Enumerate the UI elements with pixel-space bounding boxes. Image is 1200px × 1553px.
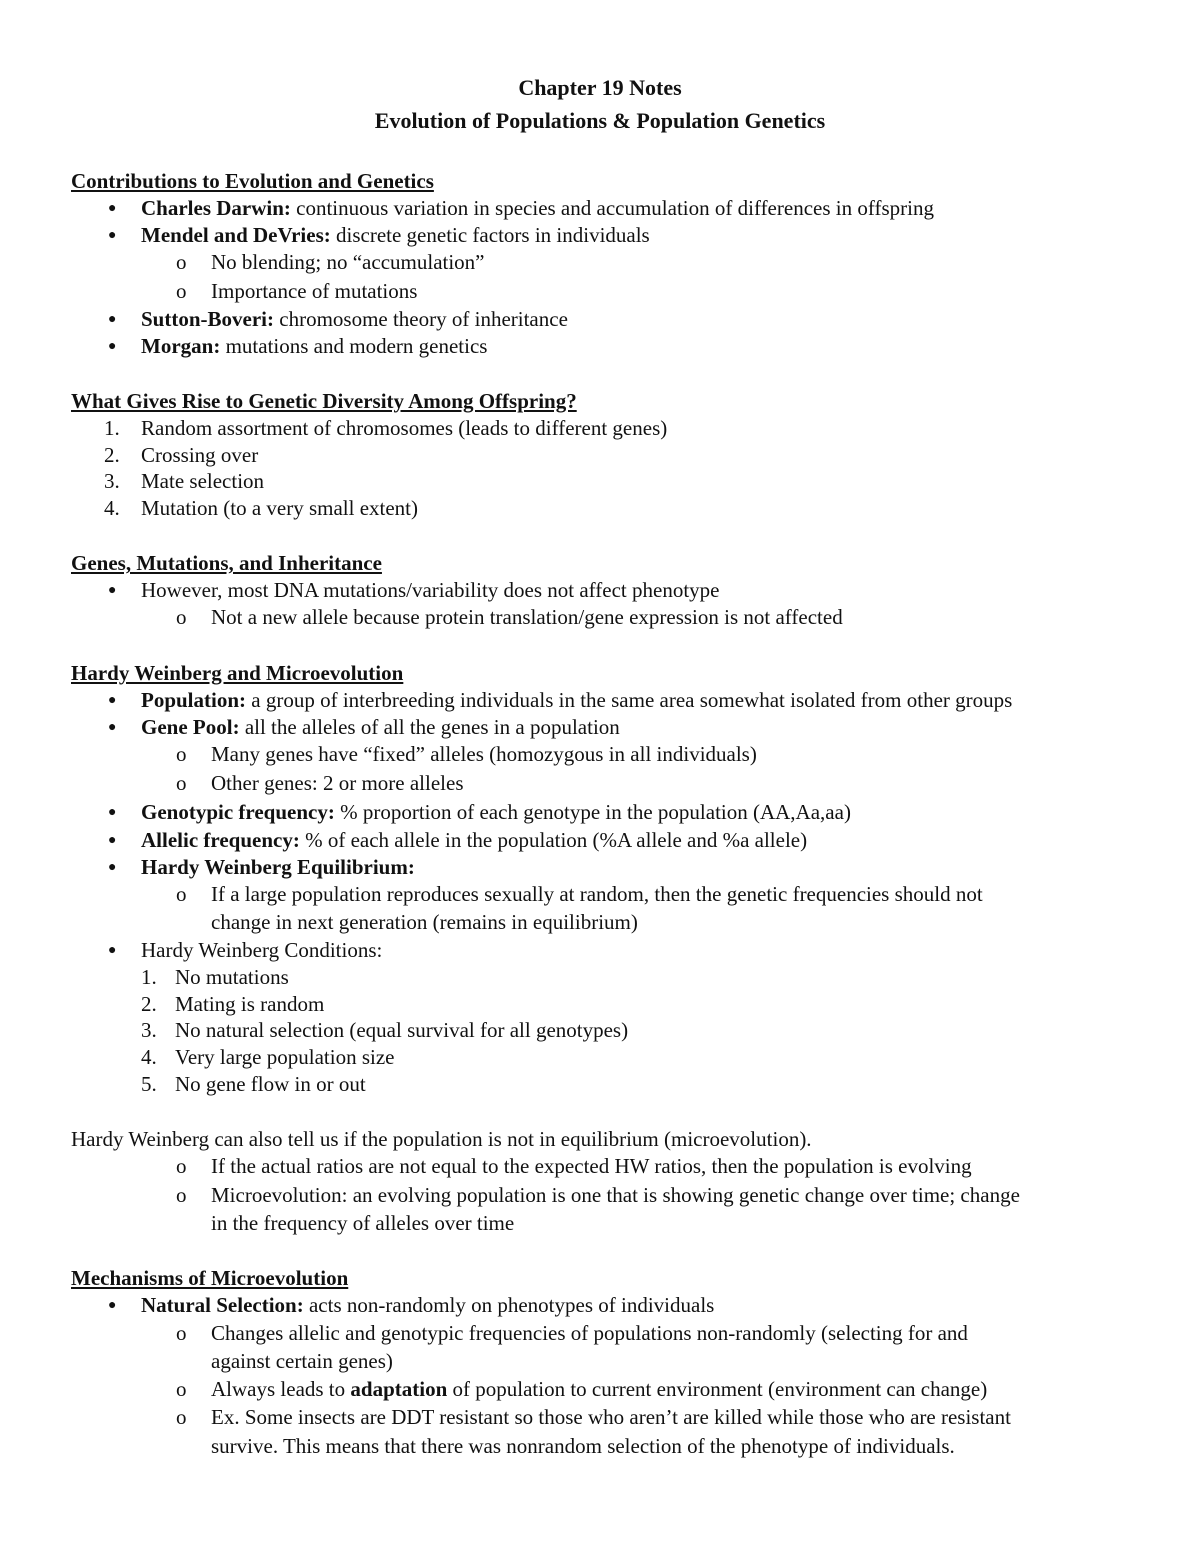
- list-item: [104, 496, 419, 520]
- text-genotypic: % proportion of each genotype in the population (AA,Aa,aa): [334, 800, 851, 824]
- list-number: 5.: [141, 1072, 157, 1096]
- sub-text-continued: survive. This means that there was nonrandom selection of the phenotype of individuals.: [211, 1434, 955, 1458]
- text-natural-selection: acts non-randomly on phenotypes of individuals: [303, 1293, 715, 1317]
- bullet-genotypic: [108, 800, 851, 824]
- text-allelic: % of each allele in the population (%A allele and %a allele): [299, 828, 808, 852]
- bullet-marker: ●: [108, 805, 117, 820]
- condition-item: [141, 1072, 366, 1096]
- list-number: 3.: [141, 1018, 157, 1042]
- bullet-population: [108, 688, 1013, 712]
- condition-item: [141, 965, 289, 989]
- term-natural-selection: Natural Selection:: [141, 1293, 304, 1317]
- term-genotypic: Genotypic frequency:: [141, 800, 335, 824]
- text-morgan: mutations and modern genetics: [220, 334, 488, 358]
- term-darwin: Charles Darwin:: [141, 196, 291, 220]
- sub-bullet-marker: o: [176, 771, 187, 795]
- sub-text-post: of population to current environment (environment can change): [447, 1377, 988, 1401]
- term-allelic: Allelic frequency:: [141, 828, 300, 852]
- title-subject: Evolution of Populations & Population Genetics: [374, 108, 826, 133]
- sub-bullet-marker: o: [176, 605, 187, 629]
- bullet-text: However, most DNA mutations/variability does not affect phenotype: [141, 578, 720, 602]
- text-darwin: continuous variation in species and accumulation of differences in offspring: [290, 196, 934, 220]
- bullet-marker: ●: [108, 860, 117, 875]
- text-population: a group of interbreeding individuals in the same area somewhat isolated from other groups: [246, 688, 1013, 712]
- list-number: 4.: [141, 1045, 157, 1069]
- bullet-marker: ●: [108, 1298, 117, 1313]
- bullet-gene-pool: [108, 715, 620, 739]
- term-sutton: Sutton-Boveri:: [141, 307, 274, 331]
- bullet-equilibrium: [108, 855, 415, 879]
- sub-text-continued: change in next generation (remains in equilibrium): [211, 910, 638, 934]
- sub-bullet-other: [176, 771, 464, 795]
- list-text: No mutations: [175, 965, 289, 989]
- bullet-natural-selection: [108, 1293, 715, 1317]
- bullet-mendel: [108, 223, 650, 247]
- sub-bullet-marker: o: [176, 250, 187, 274]
- text-gene-pool: all the alleles of all the genes in a population: [239, 715, 620, 739]
- bullet-marker: ●: [108, 583, 117, 598]
- list-text: Very large population size: [175, 1045, 395, 1069]
- heading-genes: Genes, Mutations, and Inheritance: [71, 551, 382, 575]
- list-number: 3.: [104, 469, 120, 493]
- sub-text: If the actual ratios are not equal to the expected HW ratios, then the population is evolving: [211, 1154, 972, 1178]
- term-morgan: Morgan:: [141, 334, 221, 358]
- bullet-phenotype: [108, 578, 720, 602]
- sub-bullet-equilibrium: [176, 882, 983, 906]
- list-text: No gene flow in or out: [175, 1072, 366, 1096]
- heading-hardy-weinberg: Hardy Weinberg and Microevolution: [71, 661, 404, 685]
- sub-bullet-marker: o: [176, 1183, 187, 1207]
- sub-text: Ex. Some insects are DDT resistant so those who aren’t are killed while those who are resistant: [211, 1405, 1011, 1429]
- bullet-marker: ●: [108, 833, 117, 848]
- term-equilibrium: Hardy Weinberg Equilibrium:: [141, 855, 415, 879]
- list-number: 2.: [141, 992, 157, 1016]
- sub-bullet-marker: o: [176, 1154, 187, 1178]
- sub-bullet-allele: [176, 605, 843, 629]
- bullet-marker: ●: [108, 720, 117, 735]
- sub-bullet-adaptation: [176, 1377, 988, 1401]
- list-text: Mutation (to a very small extent): [141, 496, 419, 520]
- sub-text: Microevolution: an evolving population is one that is showing genetic change over time; change: [211, 1183, 1020, 1207]
- sub-bullet-marker: o: [176, 1377, 187, 1401]
- term-population: Population:: [141, 688, 247, 712]
- heading-mechanisms: Mechanisms of Microevolution: [71, 1266, 349, 1290]
- sub-bullet-marker: o: [176, 1405, 187, 1429]
- sub-bullet-definition: [176, 1183, 1020, 1207]
- text-mendel: discrete genetic factors in individuals: [330, 223, 650, 247]
- bullet-marker: ●: [108, 339, 117, 354]
- list-text: Mate selection: [141, 469, 265, 493]
- bullet-marker: ●: [108, 312, 117, 327]
- sub-text: Importance of mutations: [211, 279, 418, 303]
- bullet-morgan: [108, 334, 488, 358]
- list-text: Random assortment of chromosomes (leads to different genes): [141, 416, 668, 440]
- term-adaptation: adaptation: [350, 1377, 448, 1401]
- list-item: [104, 443, 259, 467]
- sub-text: Changes allelic and genotypic frequencies of populations non-randomly (selecting for and: [211, 1321, 968, 1345]
- sub-bullet-mutations: [176, 279, 418, 303]
- sub-text: No blending; no “accumulation”: [211, 250, 485, 274]
- sub-bullet-ratios: [176, 1154, 972, 1178]
- text-sutton: chromosome theory of inheritance: [274, 307, 568, 331]
- bullet-marker: ●: [108, 228, 117, 243]
- sub-bullet-fixed: [176, 742, 757, 766]
- bullet-darwin: [108, 196, 934, 220]
- sub-text-pre: Always leads to: [211, 1377, 351, 1401]
- list-text: Crossing over: [141, 443, 259, 467]
- sub-bullet-example: [176, 1405, 1011, 1429]
- sub-text-continued: against certain genes): [211, 1349, 393, 1373]
- sub-text: Many genes have “fixed” alleles (homozygous in all individuals): [211, 742, 757, 766]
- list-text: No natural selection (equal survival for all genotypes): [175, 1018, 629, 1042]
- term-mendel: Mendel and DeVries:: [141, 223, 331, 247]
- heading-contributions: Contributions to Evolution and Genetics: [71, 169, 434, 193]
- sub-bullet-marker: o: [176, 1321, 187, 1345]
- condition-item: [141, 992, 325, 1016]
- condition-item: [141, 1045, 395, 1069]
- list-item: [104, 469, 265, 493]
- sub-text: If a large population reproduces sexually at random, then the genetic frequencies should not: [211, 882, 983, 906]
- sub-bullet-marker: o: [176, 882, 187, 906]
- list-number: 4.: [104, 496, 120, 520]
- heading-diversity: What Gives Rise to Genetic Diversity Among Offspring?: [71, 389, 577, 413]
- sub-text: Not a new allele because protein translation/gene expression is not affected: [211, 605, 843, 629]
- sub-text: Other genes: 2 or more alleles: [211, 771, 464, 795]
- list-number: 2.: [104, 443, 120, 467]
- condition-item: [141, 1018, 629, 1042]
- term-gene-pool: Gene Pool:: [141, 715, 240, 739]
- bullet-text: Hardy Weinberg Conditions:: [141, 938, 383, 962]
- bullet-allelic: [108, 828, 808, 852]
- list-number: 1.: [104, 416, 120, 440]
- sub-bullet-marker: o: [176, 279, 187, 303]
- bullet-conditions: [108, 938, 383, 962]
- paragraph-microevolution: Hardy Weinberg can also tell us if the population is not in equilibrium (microevolution).: [71, 1127, 812, 1151]
- sub-bullet-changes: [176, 1321, 968, 1345]
- bullet-marker: ●: [108, 201, 117, 216]
- sub-bullet-marker: o: [176, 742, 187, 766]
- list-item: [104, 416, 668, 440]
- bullet-marker: ●: [108, 943, 117, 958]
- bullet-sutton: [108, 307, 568, 331]
- list-text: Mating is random: [175, 992, 325, 1016]
- bullet-marker: ●: [108, 693, 117, 708]
- sub-text-continued: in the frequency of alleles over time: [211, 1211, 515, 1235]
- sub-bullet-blending: [176, 250, 485, 274]
- title-chapter: Chapter 19 Notes: [518, 75, 682, 100]
- list-number: 1.: [141, 965, 157, 989]
